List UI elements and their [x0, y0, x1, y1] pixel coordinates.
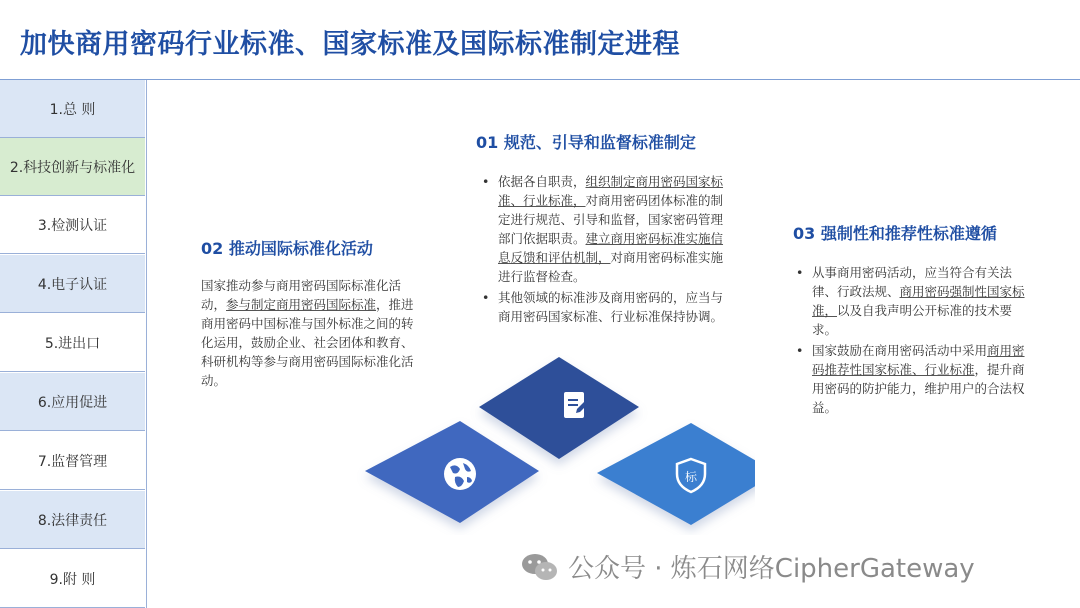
sidebar-item-testing[interactable]: 3.检测认证: [0, 196, 145, 254]
section-01-title: 01 规范、引导和监督标准制定: [476, 133, 696, 152]
sidebar-item-supplementary[interactable]: 9.附 则: [0, 550, 145, 608]
footer-text: 公众号 · 炼石网络CipherGateway: [568, 554, 975, 584]
diamond-graphic: [355, 355, 755, 535]
sidebar-item-application[interactable]: 6.应用促进: [0, 373, 145, 431]
globe-icon: [444, 458, 476, 490]
section-01-bullet: • 依据各自职责，组织制定商用密码国家标准、行业标准，对商用密码团体标准的制定进行规范、引导和监督，国家密码管理部门依据职责。建立商用密码标准实施信息反馈和评估机制，对商用密码标准实施进行监督检查。: [482, 174, 724, 284]
section-03-list: [792, 263, 1032, 419]
section-03-bullet: • 国家鼓励在商用密码活动中采用商用密码推荐性国家标准、行业标准，提升商用密码的防护能力，维护用户的合法权益。: [796, 343, 1025, 415]
sidebar-item-legal[interactable]: 8.法律责任: [0, 491, 145, 549]
page-title: 加快商用密码行业标准、国家标准及国际标准制定进程: [20, 29, 680, 60]
sidebar: [0, 80, 147, 608]
section-01-bullet: • 其他领域的标准涉及商用密码的，应当与商用密码国家标准、行业标准保持协调。: [482, 290, 724, 324]
wechat-icon: [520, 551, 560, 583]
section-02-paragraph: 国家推动参与商用密码国际标准化活动，参与制定商用密码国际标准，推进商用密码中国标准与国外标准之间的转化运用，鼓励企业、社会团体和教育、科研机构等参与商用密码国际标准化活动。: [201, 278, 414, 388]
header: [0, 0, 1080, 80]
sidebar-item-general[interactable]: 1.总 则: [0, 80, 145, 138]
diamond-top: [479, 357, 639, 459]
footer-watermark: [520, 548, 975, 585]
section-02-title: 02 推动国际标准化活动: [201, 239, 373, 258]
sidebar-item-supervision[interactable]: 7.监督管理: [0, 432, 145, 490]
sidebar-item-import-export[interactable]: 5.进出口: [0, 314, 145, 372]
header-divider: [0, 79, 1080, 80]
section-01-list: [478, 172, 734, 328]
section-03-bullet: • 从事商用密码活动，应当符合有关法律、行政法规、商用密码强制性国家标准，以及自我声明公开标准的技术要求。: [796, 265, 1025, 337]
sidebar-item-innovation[interactable]: 2.科技创新与标准化: [0, 138, 145, 196]
sidebar-item-e-auth[interactable]: 4.电子认证: [0, 255, 145, 313]
svg-text:标: 标: [684, 470, 698, 484]
section-03-title: 03 强制性和推荐性标准遵循: [793, 224, 997, 243]
